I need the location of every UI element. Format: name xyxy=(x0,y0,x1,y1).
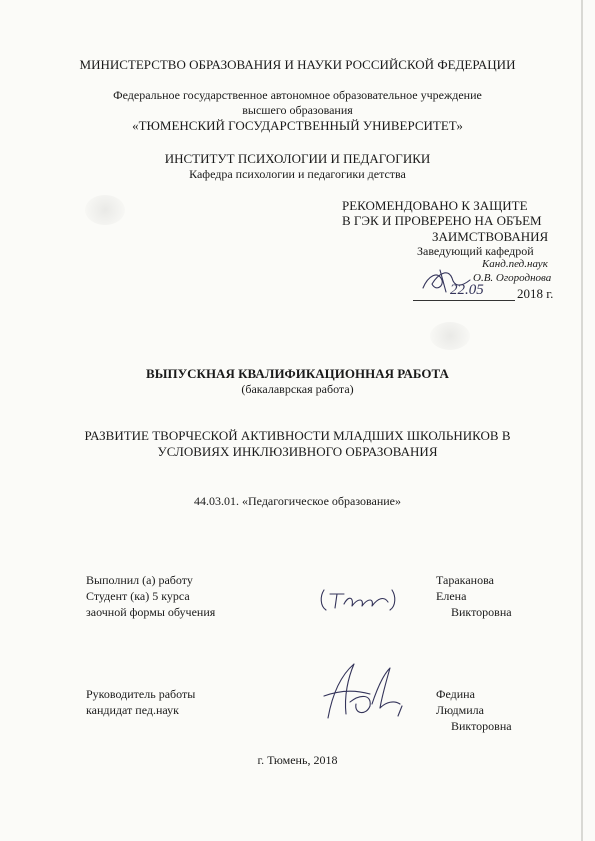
approval-name: О.В. Огороднова xyxy=(473,272,552,284)
scan-smudge xyxy=(430,322,470,350)
supervisor-label: Руководитель работы xyxy=(86,687,196,701)
student-first-name: Елена xyxy=(436,589,467,603)
institution-line: высшего образования xyxy=(242,103,353,117)
work-type-title: ВЫПУСКНАЯ КВАЛИФИКАЦИОННАЯ РАБОТА xyxy=(146,366,449,381)
approval-line: В ГЭК И ПРОВЕРЕНО НА ОБЪЕМ xyxy=(342,213,542,228)
supervisor-signature xyxy=(320,656,410,726)
scan-smudge xyxy=(85,195,125,225)
ministry-heading: МИНИСТЕРСТВО ОБРАЗОВАНИЯ И НАУКИ РОССИЙСКОЙ ФЕДЕРАЦИИ xyxy=(79,57,516,72)
institution-line: Федеральное государственное автономное образовательное учреждение xyxy=(113,88,482,102)
approval-degree: Канд.пед.наук xyxy=(482,258,548,270)
topic-title-line: УСЛОВИЯХ ИНКЛЮЗИВНОГО ОБРАЗОВАНИЯ xyxy=(157,444,438,459)
specialty-code: 44.03.01. «Педагогическое образование» xyxy=(193,494,402,508)
date-underline xyxy=(413,300,515,301)
supervisor-first-name: Людмила xyxy=(436,703,484,717)
approval-line: ЗАИМСТВОВАНИЯ xyxy=(432,229,549,244)
department-name: Кафедра психологии и педагогики детства xyxy=(189,167,406,181)
approval-line: РЕКОМЕНДОВАНО К ЗАЩИТЕ xyxy=(342,198,528,213)
student-surname: Тараканова xyxy=(436,573,494,587)
student-label: Выполнил (а) работу xyxy=(86,573,193,587)
approval-date-handwritten: 22.05 xyxy=(450,282,484,298)
supervisor-patronymic: Викторовна xyxy=(451,719,512,733)
place-and-year: г. Тюмень, 2018 xyxy=(257,753,338,767)
student-label: заочной формы обучения xyxy=(86,605,216,619)
approval-year: 2018 г. xyxy=(517,286,554,301)
student-patronymic: Викторовна xyxy=(451,605,512,619)
university-name: «ТЮМЕНСКИЙ ГОСУДАРСТВЕННЫЙ УНИВЕРСИТЕТ» xyxy=(132,118,463,133)
student-signature xyxy=(318,584,398,614)
institute-name: ИНСТИТУТ ПСИХОЛОГИИ И ПЕДАГОГИКИ xyxy=(164,151,431,166)
approval-role: Заведующий кафедрой xyxy=(417,244,534,258)
work-subtype: (бакалаврская работа) xyxy=(241,382,354,396)
topic-title-line: РАЗВИТИЕ ТВОРЧЕСКОЙ АКТИВНОСТИ МЛАДШИХ ШКОЛЬНИКОВ В xyxy=(84,428,511,443)
student-label: Студент (ка) 5 курса xyxy=(86,589,190,603)
supervisor-surname: Федина xyxy=(436,687,475,701)
supervisor-label: кандидат пед.наук xyxy=(86,703,179,717)
